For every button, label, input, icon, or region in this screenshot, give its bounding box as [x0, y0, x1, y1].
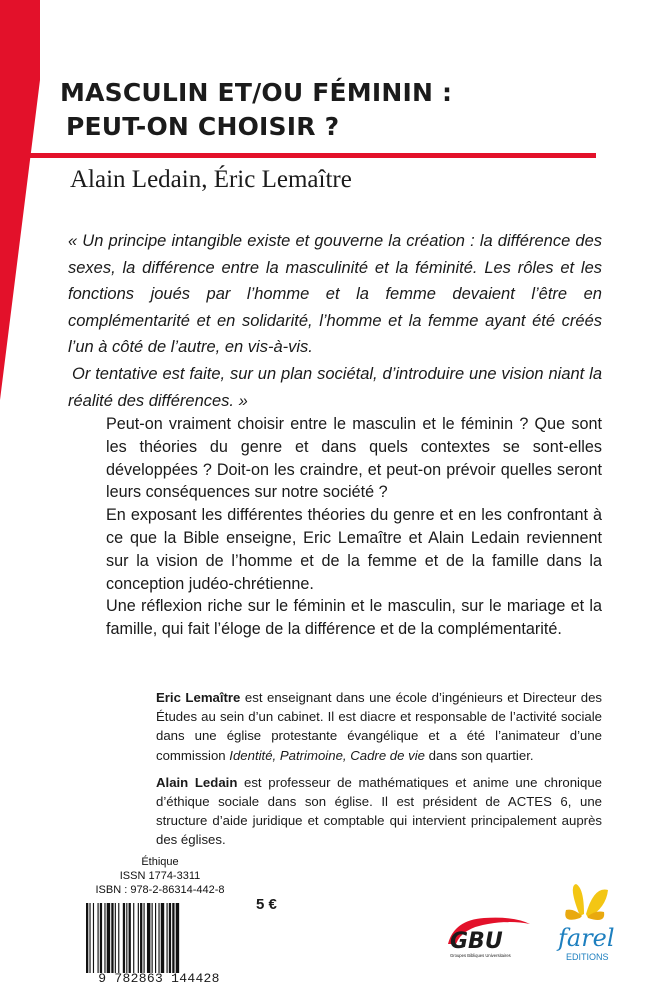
description-paragraph-1: Peut-on vraiment choisir entre le masculin et le féminin ? Que sont les théories du genre et dans quels contextes se sont-elles développées ? Doit-on les craindre, et peut-on prévoir quelles seront leurs conséquences sur notre société ? — [106, 415, 602, 502]
book-title — [60, 76, 620, 144]
description — [106, 413, 602, 595]
bio-name: Eric Lemaître — [156, 690, 241, 705]
author-bios — [156, 688, 602, 858]
summary-paragraph: Une réflexion riche sur le féminin et le masculin, sur le mariage et la famille, qui fait l’éloge de la différence et de la complémentarité. — [106, 597, 602, 638]
farel-butterfly-logo-icon — [550, 880, 620, 980]
pull-quote — [68, 228, 602, 414]
bio-text: est enseignant dans une école d’ingénieurs et Directeur des Études au sein d’un cabinet. Il est diacre et responsable de l’activité sociale dans une église protestante évangélique et a été l’animateur d’une commission — [156, 690, 603, 763]
farel-text: farel — [558, 924, 615, 952]
bio-text-end: dans son quartier. — [425, 747, 534, 763]
bio-text: est professeur de mathématiques et anime une chronique d’éthique sociale dans son église. Il est président de ACTES 6, une structure d’aide juridique et comptable qui intervient principalement auprès des églises. — [156, 774, 602, 848]
issn: ISSN 1774-3311 — [119, 870, 201, 882]
gbu-text: GBU — [450, 929, 503, 954]
authors: Alain Ledain, Éric Lemaître — [70, 166, 352, 193]
red-rule — [0, 153, 596, 158]
bio-lemaitre — [156, 688, 602, 765]
barcode-icon — [84, 903, 236, 973]
gbu-logo-icon — [444, 910, 534, 960]
publication-info — [80, 855, 240, 897]
quote-paragraph-1: « Un principe intangible existe et gouverne la création : la différence des sexes, la différence entre la masculinité et la féminité. Les rôles et les fonctions joués par l’homme et la femme devaient l’être en complémentarité et en solidarité, l’homme et la femme ayant été créés l’un à côté de l’autre, en vis-à-vis. — [68, 232, 602, 357]
bio-italic: Identité, Patrimoine, Cadre de vie — [229, 747, 426, 763]
bio-ledain — [156, 773, 602, 850]
isbn: ISBN : 978-2-86314-442-8 — [95, 884, 225, 896]
description-paragraph-2: En exposant les différentes théories du genre et en les confrontant à ce que la Bible enseigne, Eric Lemaître et Alain Ledain reviennent sur la vision de l’homme et de la femme et de la famille dans la conception judéo-chrétienne. — [106, 506, 602, 593]
category: Éthique — [141, 856, 179, 868]
quote-paragraph-2: Or tentative est faite, sur un plan sociétal, d’introduire une vision niant la réalité des différences. » — [68, 364, 602, 410]
summary — [106, 595, 602, 641]
price: 5 € — [256, 896, 277, 913]
farel-editions: EDITIONS — [566, 952, 609, 962]
title-line-1: MASCULIN ET/OU FÉMININ : — [60, 78, 453, 107]
gbu-subtitle: Groupes Bibliques Universitaires — [450, 953, 511, 958]
barcode-digits: 9 782863 144428 — [98, 971, 220, 986]
title-line-2: PEUT-ON CHOISIR ? — [66, 112, 340, 141]
bio-name: Alain Ledain — [156, 774, 238, 790]
